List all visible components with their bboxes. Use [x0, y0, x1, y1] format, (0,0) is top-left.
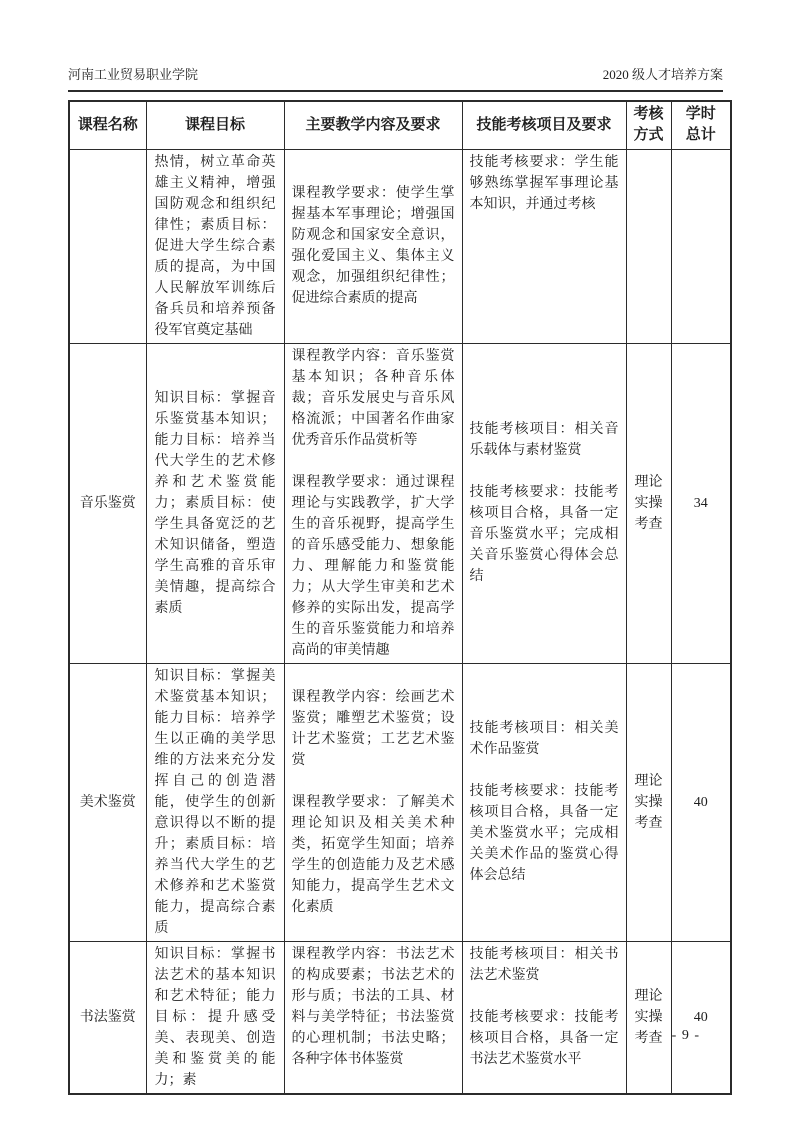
cell-total-hours: 40	[671, 941, 731, 1094]
paragraph: 知识目标：掌握美术鉴赏基本知识；能力目标：培养学生以正确的美学思维的方法来充分发挥自己的创造潜能，使学生的创新意识得以不断的提升；素质目标：培养当代大学生的艺术修养和艺术鉴赏能力，提高综合素质	[154, 668, 276, 936]
header-cell-method: 考核方式	[626, 101, 671, 149]
table-row-calligraphy-appreciation	[69, 941, 731, 1094]
cell-assessment-method: 理论实操考查	[626, 343, 671, 663]
cell-course-objectives	[146, 941, 284, 1094]
cell-course-name	[69, 149, 146, 343]
header-plan-title: 2020 级人才培养方案	[602, 67, 723, 82]
paragraph: 技能考核项目：相关书法艺术鉴赏	[469, 946, 619, 983]
page-number: - 9 -	[671, 1028, 700, 1043]
paragraph: 技能考核要求：技能考核项目合格，具备一定书法艺术鉴赏水平	[469, 1009, 619, 1067]
cell-total-hours: 40	[671, 663, 731, 941]
cell-teaching-content	[284, 941, 462, 1094]
paragraph: 课程教学内容：书法艺术的构成要素；书法艺术的形与质；书法的工具、材料与美学特征；书法鉴赏的心理机制；书法史略；各种字体书体鉴赏	[291, 946, 455, 1067]
cell-course-name: 书法鉴赏	[69, 941, 146, 1094]
paragraph: 热情，树立革命英雄主义精神，增强国防观念和组织纪律性；素质目标：促进大学生综合素质的提高，为中国人民解放军训练后备兵员和培养预备役军官奠定基础	[154, 154, 276, 338]
paragraph: 技能考核要求：技能考核项目合格，具备一定美术鉴赏水平；完成相关美术作品的鉴赏心得体会总结	[469, 784, 619, 883]
page-header	[68, 66, 723, 92]
header-cell-objectives: 课程目标	[146, 101, 284, 149]
cell-total-hours: 34	[671, 343, 731, 663]
paragraph: 知识目标：掌握音乐鉴赏基本知识；能力目标：培养当代大学生的艺术修养和艺术鉴赏能力；素质目标：使学生具备宽泛的艺术知识储备，塑造学生高雅的音乐审美情趣，提高综合素质	[154, 390, 276, 616]
cell-total-hours	[671, 149, 731, 343]
paragraph: 课程教学要求：通过课程理论与实践教学，扩大学生的音乐视野，提高学生的音乐感受能力、想象能力、理解能力和鉴赏能力；从大学生审美和艺术修养的实际出发，提高学生的音乐鉴赏能力和培养高尚的审美情趣	[291, 474, 455, 658]
cell-skill-assessment	[462, 149, 626, 343]
header-school-name: 河南工业贸易职业学院	[68, 67, 199, 82]
cell-assessment-method	[626, 149, 671, 343]
course-table	[68, 100, 732, 1095]
cell-course-objectives	[146, 663, 284, 941]
cell-teaching-content	[284, 343, 462, 663]
cell-course-objectives	[146, 149, 284, 343]
cell-skill-assessment	[462, 343, 626, 663]
header-cell-teaching-content: 主要教学内容及要求	[284, 101, 462, 149]
cell-skill-assessment	[462, 941, 626, 1094]
cell-teaching-content	[284, 663, 462, 941]
header-cell-assessment: 技能考核项目及要求	[462, 101, 626, 149]
cell-course-name: 美术鉴赏	[69, 663, 146, 941]
cell-assessment-method: 理论实操考查	[626, 663, 671, 941]
cell-course-objectives	[146, 343, 284, 663]
cell-teaching-content	[284, 149, 462, 343]
table-row-art-appreciation	[69, 663, 731, 941]
paragraph: 技能考核要求：技能考核项目合格，具备一定音乐鉴赏水平；完成相关音乐鉴赏心得体会总结	[469, 485, 619, 584]
table-header-row	[69, 101, 731, 149]
paragraph: 课程教学内容：音乐鉴赏基本知识；各种音乐体裁；音乐发展史与音乐风格流派；中国著名作曲家优秀音乐作品赏析等	[291, 348, 455, 448]
cell-assessment-method: 理论实操考查	[626, 941, 671, 1094]
paragraph: 课程教学内容：绘画艺术鉴赏；雕塑艺术鉴赏；设计艺术鉴赏；工艺艺术鉴赏	[291, 689, 455, 768]
table-row-music-appreciation	[69, 343, 731, 663]
paragraph: 技能考核项目：相关音乐载体与素材鉴赏	[469, 422, 619, 458]
paragraph: 技能考核要求：学生能够熟练掌握军事理论基本知识，并通过考核	[469, 154, 619, 212]
header-cell-course-name: 课程名称	[69, 101, 146, 149]
paragraph: 知识目标：掌握书法艺术的基本知识和艺术特征；能力目标：提升感受美、表现美、创造美和鉴赏美的能力；素	[154, 946, 276, 1088]
paragraph: 课程教学要求：使学生掌握基本军事理论；增强国防观念和国家安全意识，强化爱国主义、集体主义观念，加强组织纪律性；促进综合素质的提高	[291, 186, 455, 306]
paragraph: 技能考核项目：相关美术作品鉴赏	[469, 721, 619, 757]
table-row-military-continued	[69, 149, 731, 343]
paragraph: 课程教学要求：了解美术理论知识及相关美术种类，拓宽学生知面；培养学生的创造能力及艺术感知能力，提高学生艺术文化素质	[291, 794, 455, 915]
header-cell-hours: 学时总计	[671, 101, 731, 149]
cell-skill-assessment	[462, 663, 626, 941]
cell-course-name: 音乐鉴赏	[69, 343, 146, 663]
